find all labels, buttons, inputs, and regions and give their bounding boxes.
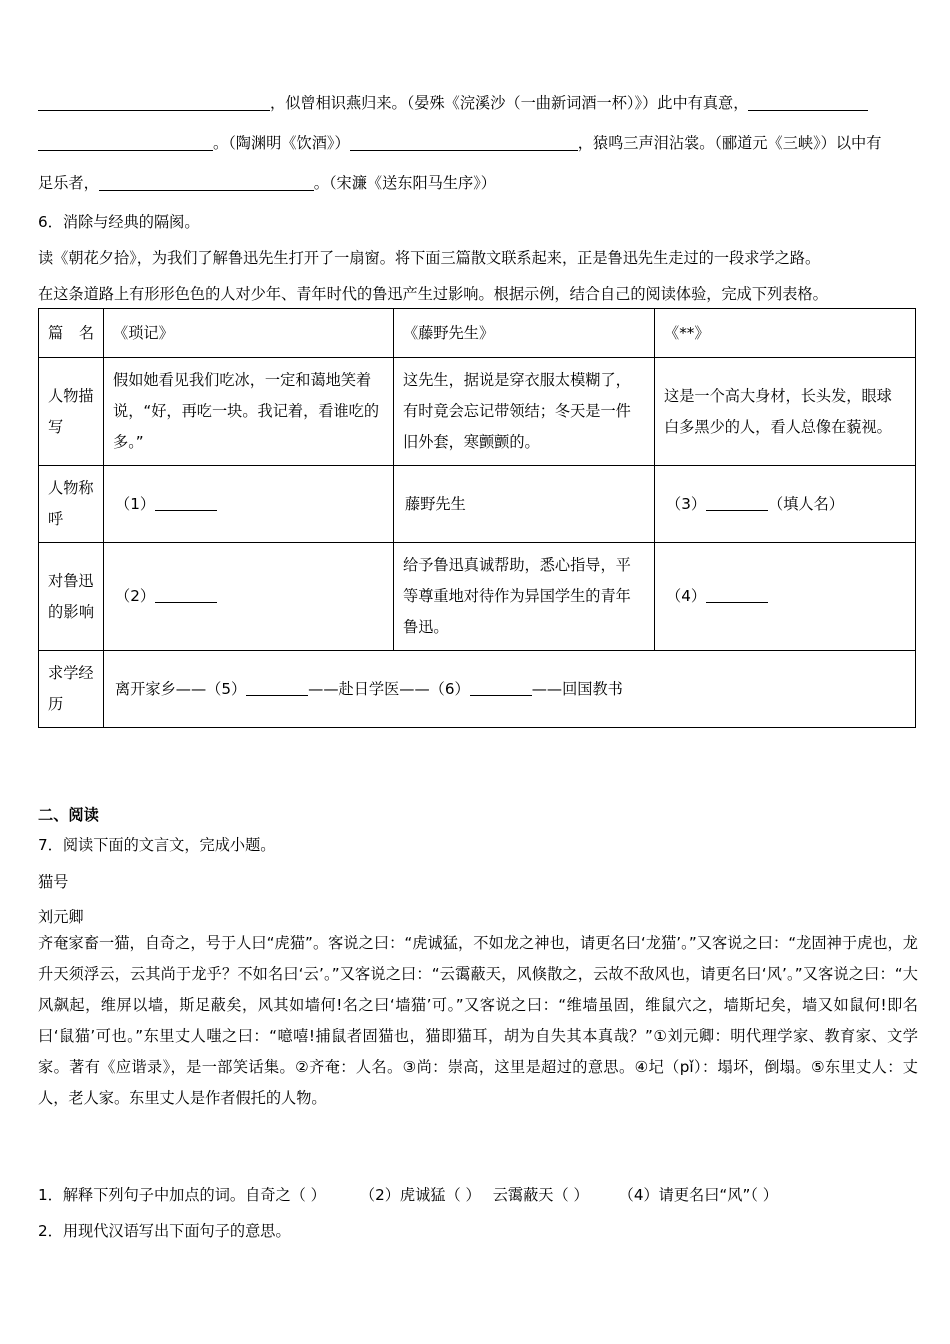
article-title: 猫号: [38, 873, 69, 891]
influence-answer-2[interactable]: [104, 543, 394, 651]
appellation-tengye-text: 藤野先生: [405, 494, 466, 513]
row-label-experience: 求学经历: [39, 651, 104, 728]
fill-line-3-prefix: 足乐者，: [38, 174, 99, 192]
fill-blank-line-2: [38, 136, 916, 151]
table-header-col2: 《琐记》: [104, 309, 394, 358]
table-header-label: 篇名: [39, 309, 104, 358]
influence-answer-2-prefix: （2）: [115, 587, 156, 605]
question-6-heading: [38, 215, 200, 230]
answer-blank[interactable]: [748, 97, 868, 111]
question-6-title: 消除与经典的隔阂。: [62, 213, 200, 231]
fill-line-3-suffix: 。（宋濂《送东阳马生序》）: [313, 174, 496, 192]
experience-segment-2: ——赴日学医——（6）: [308, 679, 470, 698]
answer-blank[interactable]: [706, 498, 768, 511]
experience-timeline[interactable]: [104, 651, 916, 728]
question-7-prompt: 7．阅读下面的文言文，完成小题。: [38, 836, 276, 854]
influence-answer-4-prefix: （4）: [666, 587, 707, 605]
table-header-col3: 《藤野先生》: [394, 309, 655, 358]
influence-tengye: 给予鲁迅真诚帮助，悉心指导，平等尊重地对待作为异国学生的青年鲁迅。: [394, 543, 655, 651]
appellation-tengye: [394, 466, 655, 543]
article-body: 齐奄家畜一猫，自奇之，号于人曰“虎猫”。客说之曰：“虎诚猛，不如龙之神也，请更名曰‘龙猫’。”又客说之曰：“龙固神于虎也，龙升天须浮云，云其尚于龙乎？不如名曰‘云’。”又客说之曰：“云霭蔽天，风倏散之，云故不敌风也，请更名曰‘风’。”又客说之曰：“大风飙起，维屏以墙，斯足蔽矣，风其如墙何!名之曰‘墙猫’可。”又客说之曰：“维墙虽固，维鼠穴之，墙斯圮矣，墙又如鼠何!即名曰‘鼠猫’可也。”东里丈人嗤之曰：“噫嘻!捕鼠者固猫也，猫即猫耳，胡为自失其本真哉？”①刘元卿：明代理学家、教育家、文学家。著有《应谐录》，是一部笑话集。②齐奄：人名。③尚：崇高，这里是超过的意思。④圮（pǐ）：塌坏，倒塌。⑤东里丈人：丈人，老人家。东里丈人是作者假托的人物。: [38, 934, 918, 1107]
reading-table: [38, 308, 916, 728]
appellation-answer-3-prefix: （3）: [666, 494, 707, 513]
fill-line-1-text: ，似曾相识燕归来。（晏殊《浣溪沙（一曲新词酒一杯）》）此中有真意，: [270, 94, 749, 112]
appellation-answer-1[interactable]: [104, 466, 394, 543]
description-third: 这是一个高大身材，长头发，眼球白多黑少的人，看人总像在藐视。: [655, 358, 916, 466]
sub-question-1-b: （2）虎诚猛（ ）: [359, 1186, 481, 1204]
table-row-influence: [39, 543, 916, 651]
description-tengye: 这先生，据说是穿衣服太模糊了，有时竟会忘记带领结；冬天是一件旧外套，寒颤颤的。: [394, 358, 655, 466]
table-row-appellation: [39, 466, 916, 543]
sub-question-1: [38, 1188, 778, 1203]
answer-blank[interactable]: [38, 97, 270, 111]
section-2-heading: 二、阅读: [38, 806, 99, 824]
answer-blank[interactable]: [350, 137, 578, 151]
answer-blank[interactable]: [155, 498, 217, 511]
answer-blank[interactable]: [470, 683, 532, 696]
description-suoji: 假如她看见我们吃冰，一定和蔼地笑着说，“好，再吃一块。我记着，看谁吃的多。”: [104, 358, 394, 466]
fill-line-2-text-a: 。（陶渊明《饮酒》）: [213, 134, 350, 152]
influence-answer-4[interactable]: [655, 543, 916, 651]
appellation-answer-3[interactable]: [655, 466, 916, 543]
answer-blank[interactable]: [155, 590, 217, 603]
row-label-influence: 对鲁迅的影响: [39, 543, 104, 651]
fill-line-2-text-b: ，猿鸣三声泪沾裳。（郦道元《三峡》）以中有: [577, 134, 882, 152]
question-6-number: 6．: [38, 213, 63, 231]
table-row-description: [39, 358, 916, 466]
sub-question-2: 2．用现代汉语写出下面句子的意思。: [38, 1222, 291, 1240]
answer-blank[interactable]: [99, 177, 314, 191]
question-6-paragraph-2: 在这条道路上有形形色色的人对少年、青年时代的鲁迅产生过影响。根据示例，结合自己的阅读体验，完成下列表格。: [38, 285, 828, 303]
row-label-appellation: 人物称呼: [39, 466, 104, 543]
fill-blank-line-1: [38, 96, 916, 111]
experience-segment-1: 离开家乡——（5）: [115, 679, 247, 698]
fill-blank-line-3: [38, 176, 916, 191]
table-row-header: [39, 309, 916, 358]
appellation-answer-3-suffix: （填人名）: [768, 494, 844, 513]
article-author: 刘元卿: [38, 908, 84, 926]
experience-segment-3: ——回国教书: [531, 679, 623, 698]
appellation-answer-1-prefix: （1）: [115, 494, 156, 513]
question-6-paragraph-1: 读《朝花夕拾》，为我们了解鲁迅先生打开了一扇窗。将下面三篇散文联系起来，正是鲁迅先生走过的一段求学之路。: [38, 249, 821, 267]
row-label-description: 人物描写: [39, 358, 104, 466]
sub-question-1-a: 1．解释下列句子中加点的词。自奇之（ ）: [38, 1186, 326, 1204]
table-header-col4: 《**》: [655, 309, 916, 358]
sub-question-1-c: 云霭蔽天（ ）: [492, 1186, 589, 1204]
sub-question-1-d: （4）请更名曰“风”（ ）: [618, 1186, 778, 1204]
answer-blank[interactable]: [38, 137, 213, 151]
answer-blank[interactable]: [706, 590, 768, 603]
answer-blank[interactable]: [246, 683, 308, 696]
table-row-experience: [39, 651, 916, 728]
